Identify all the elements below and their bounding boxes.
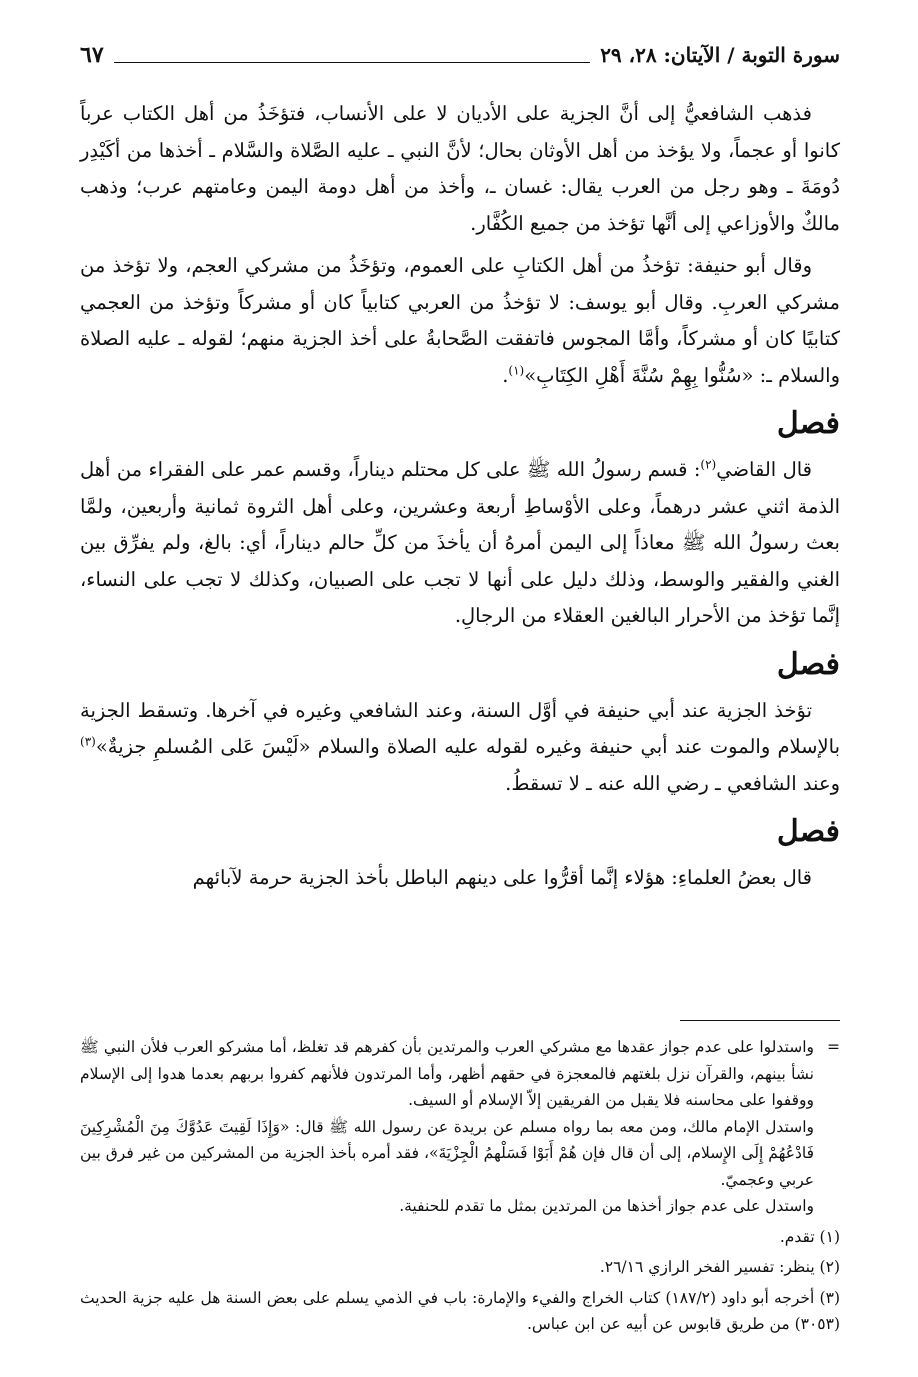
page-number: ٦٧ [80,42,104,68]
footnote-3: (٣) أخرجه أبو داود (١٨٧/٢) كتاب الخراج والفيء والإمارة: باب في الذمي يسلم على بعض السنة هل عليه جزية الحديث (٣٠٥٣) من طريق قابوس عن أبيه عن ابن عباس. [80,1288,840,1333]
footnote-ref-2[interactable]: (٢) [700,457,717,472]
paragraph-4-end: وعند الشافعي ـ رضي الله عنه ـ لا تسقطُ. [505,771,840,795]
paragraph-3-text: : قسم رسولُ الله ﷺ على كل محتلم ديناراً، وقسم عمر على الفقراء من أهل الذمة اثني عشر درهماً، وعلى الأوْساطِ أربعة وعشرين، وعلى أهل الثروة ثمانية وأربعين، ولمَّا بعث رسولُ الله ﷺ معاذاً إلى اليمن أمرهُ أن يأخذَ من كلِّ حالم ديناراً، أي: بالغ، ولم يفرِّق بين الغني والفقير والوسط، وذلك دليل على أنها لا تجب على الصبيان، وكذلك لا تجب على النساء، إنَّما تؤخذ من الأحرار البالغين العقلاء من الرجالِ. [80,458,840,627]
running-title: سورة التوبة / الآيتان: ٢٨، ٢٩ [600,43,840,67]
paragraph-5: قال بعضُ العلماءِ: هؤلاء إنَّما أقرُّوا على دينهم الباطل بأخذ الجزية حرمة لآبائهم [192,866,812,889]
section-heading-3: فصل [776,814,840,849]
main-text [80,96,840,897]
footnotes [80,1034,840,1338]
paragraph-3-start: قال القاضي [716,458,812,481]
header-rule [114,48,591,63]
footnote-continuation-1 [80,1034,840,1114]
section-heading-1: فصل [776,406,840,441]
paragraph-2-text: وقال أبو حنيفة: تؤخذُ من أهل الكتابِ على العموم، وتؤخَذُ من مشركي العجم، ولا تؤخذ من مشركي العربِ. وقال أبو يوسف: لا تؤخذُ من العربي كتابياً كان أو مشركاً وتؤخذ من العجمي كتابيًا كان أو مشركاً، وأمَّا المجوس فاتفقت الصَّحابةُ على أخذ الجزية منهم؛ لقوله ـ عليه الصلاة والسلام ـ: «سُنُّوا بِهِمْ سُنَّةَ أَهْلِ الكِتَابِ» [80,254,840,387]
footnote-1: (١) تقدم. [779,1227,840,1246]
footnote-continuation-2: واستدل الإمام مالك، ومن معه بما رواه مسلم عن بريدة عن رسول الله ﷺ قال: «وَإِذَا لَقِيتَ عَدُوَّكَ مِنَ الْمُشْرِكِينَ فَادْعُهُمْ إِلَى الإِسلام، إلى أن قال فإن هُمْ أَبَوْا فَسَلْهمُ الْجِزْيَةَ»، فقد أمره بأخذ الجزية من المشركين من غير فرق بين عربي وعجميّ. [80,1117,814,1189]
paragraph-2-end: . [502,363,509,387]
paragraph-2 [80,248,840,394]
footnote-separator [680,1020,840,1021]
page [80,40,840,1333]
footnote-continuation-3: واستدل على عدم جواز أخذها من المرتدين بمثل ما تقدم للحنفية. [399,1197,814,1215]
footnote-ref-3[interactable]: (٣) [80,734,96,749]
paragraph-4-text: تؤخذ الجزية عند أبي حنيفة في أوَّل السنة، وعند الشافعي وغيره في آخرها. وتسقط الجزية بالإسلام والموت عند أبي حنيفة وغيره لقوله عليه الصلاة والسلام «لَيْسَ عَلى المُسلمِ جزيةٌ» [80,698,840,758]
paragraph-3 [80,452,840,635]
running-header [80,40,840,70]
continuation-marker: = [827,1038,840,1056]
paragraph-4 [80,693,840,803]
footnote-ref-1[interactable]: (١) [508,363,525,377]
footnote-2: (٢) ينظر: تفسير الفخر الرازي ٢٦/١٦. [599,1258,840,1276]
section-heading-2: فصل [776,646,840,682]
paragraph-1: فذهب الشافعيُّ إلى أنَّ الجزية على الأديان لا على الأنساب، فتؤخَذُ من أهل الكتاب عرباً كانوا أو عجماً، ولا يؤخذ من أهل الأوثان بحال؛ لأنَّ النبي ـ عليه الصَّلاة والسَّلام ـ أخذها من أكَيْدِر دُومَةَ ـ وهو رجل من العرب يقال: غسان ـ، وأخذ من أهل دومة اليمن وعامتهم عرب؛ وذهب مالكٌ والأوزاعي إلى أنَّها تؤخذ من جميع الكُفَّار. [80,102,840,235]
footnote-continuation-1-text: واستدلوا على عدم جواز عقدها مع مشركي العرب والمرتدين بأن كفرهم قد تغلظ، أما مشركو العرب فلأن النبي ﷺ نشأ بينهم، والقرآن نزل بلغتهم فالمعجزة في حقهم أظهر، وأما المرتدون فلأنهم كفروا بربهم بعدما هدوا إلى الإسلام ووقفوا على محاسنه فلا يقبل من الفريقين إلاّ الإسلام أو السيف. [80,1038,814,1109]
